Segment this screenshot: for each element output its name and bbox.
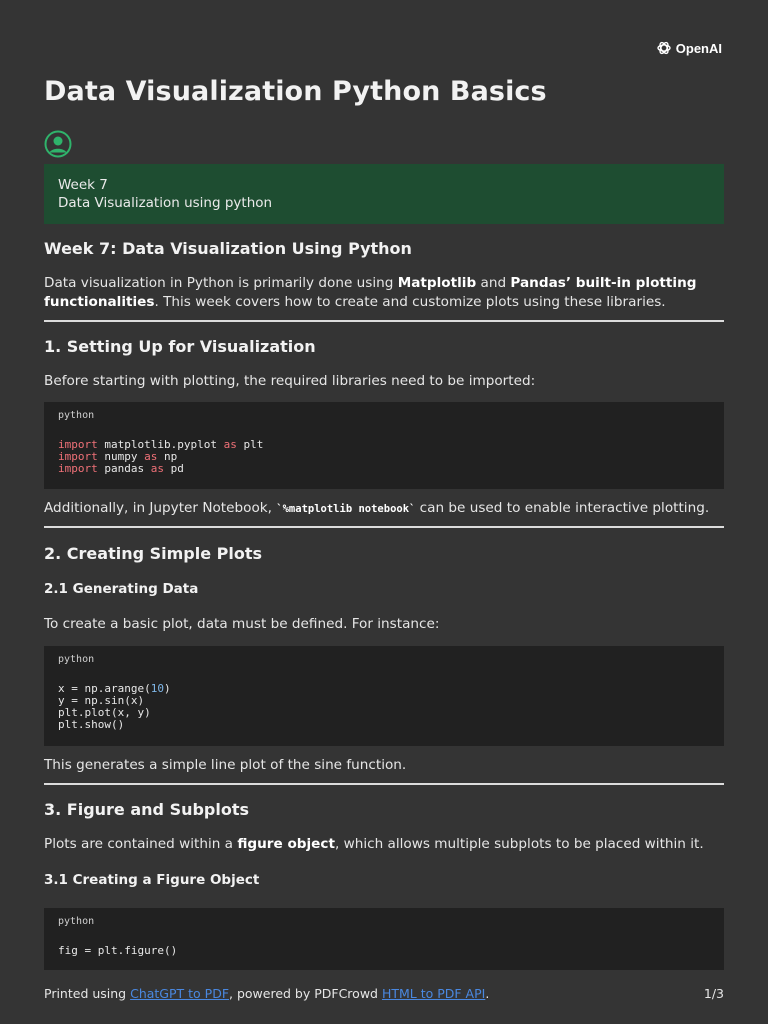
section3-heading: 3. Figure and Subplots [44,800,250,819]
divider [44,320,724,322]
code-block-figure[interactable] [44,908,724,970]
user-avatar-icon [44,130,72,158]
code-block-sine[interactable] [44,646,724,746]
intro-paragraph: Data visualization in Python is primarily done using Matplotlib and Pandas’ built-in plotting functionalities. This week covers how to create and customize plots using these libraries. [44,275,697,310]
code-block-imports[interactable] [44,402,724,489]
section1-paragraph: Before starting with plotting, the required libraries need to be imported: [44,373,536,389]
code-figure: fig = plt.figure() [58,944,178,957]
bold-matplotlib: Matplotlib [397,275,477,291]
code-sine: x = np.arange(10) y = np.sin(x) plt.plot(x, y) plt.show() [58,682,171,731]
chatgpt-to-pdf-link[interactable]: ChatGPT to PDF [130,986,230,1001]
section1-after-paragraph: Additionally, in Jupyter Notebook, `%matplotlib notebook` can be used to enable interactive plotting. [44,500,710,516]
code-language-label: python [58,410,95,421]
page-number: 1/3 [703,986,724,1001]
openai-icon [656,40,672,56]
section2-paragraph: To create a basic plot, data must be defined. For instance: [44,616,440,632]
bold-figure-object: figure object [237,836,335,852]
code-language-label: python [58,654,95,665]
openai-logo [656,40,722,56]
section2-after-paragraph: This generates a simple line plot of the sine function. [44,757,407,773]
prompt-banner [44,164,724,224]
banner-line-topic: Data Visualization using python [58,195,273,211]
print-footer: Printed using ChatGPT to PDF, powered by PDFCrowd HTML to PDF API. 1/3 [44,986,724,1001]
divider [44,526,724,528]
section2-heading: 2. Creating Simple Plots [44,544,263,563]
divider [44,783,724,785]
section1-heading: 1. Setting Up for Visualization [44,337,316,356]
logo-text: OpenAI [675,40,722,56]
bold-pandas: Pandas’ built-in plotting functionalities [44,275,697,310]
section2-1-heading: 2.1 Generating Data [44,581,199,597]
inline-code-matplotlib-notebook: `%matplotlib notebook` [276,503,416,515]
section3-paragraph: Plots are contained within a figure object, which allows multiple subplots to be placed within it. [44,836,704,852]
page-title: Data Visualization Python Basics [44,76,547,107]
code-imports: import matplotlib.pyplot as plt import numpy as np import pandas as pd [58,438,264,475]
html-to-pdf-api-link[interactable]: HTML to PDF API [381,986,486,1001]
intro-heading: Week 7: Data Visualization Using Python [44,239,412,258]
code-language-label: python [58,916,95,927]
section3-1-heading: 3.1 Creating a Figure Object [44,872,260,888]
banner-line-week: Week 7 [58,177,108,193]
